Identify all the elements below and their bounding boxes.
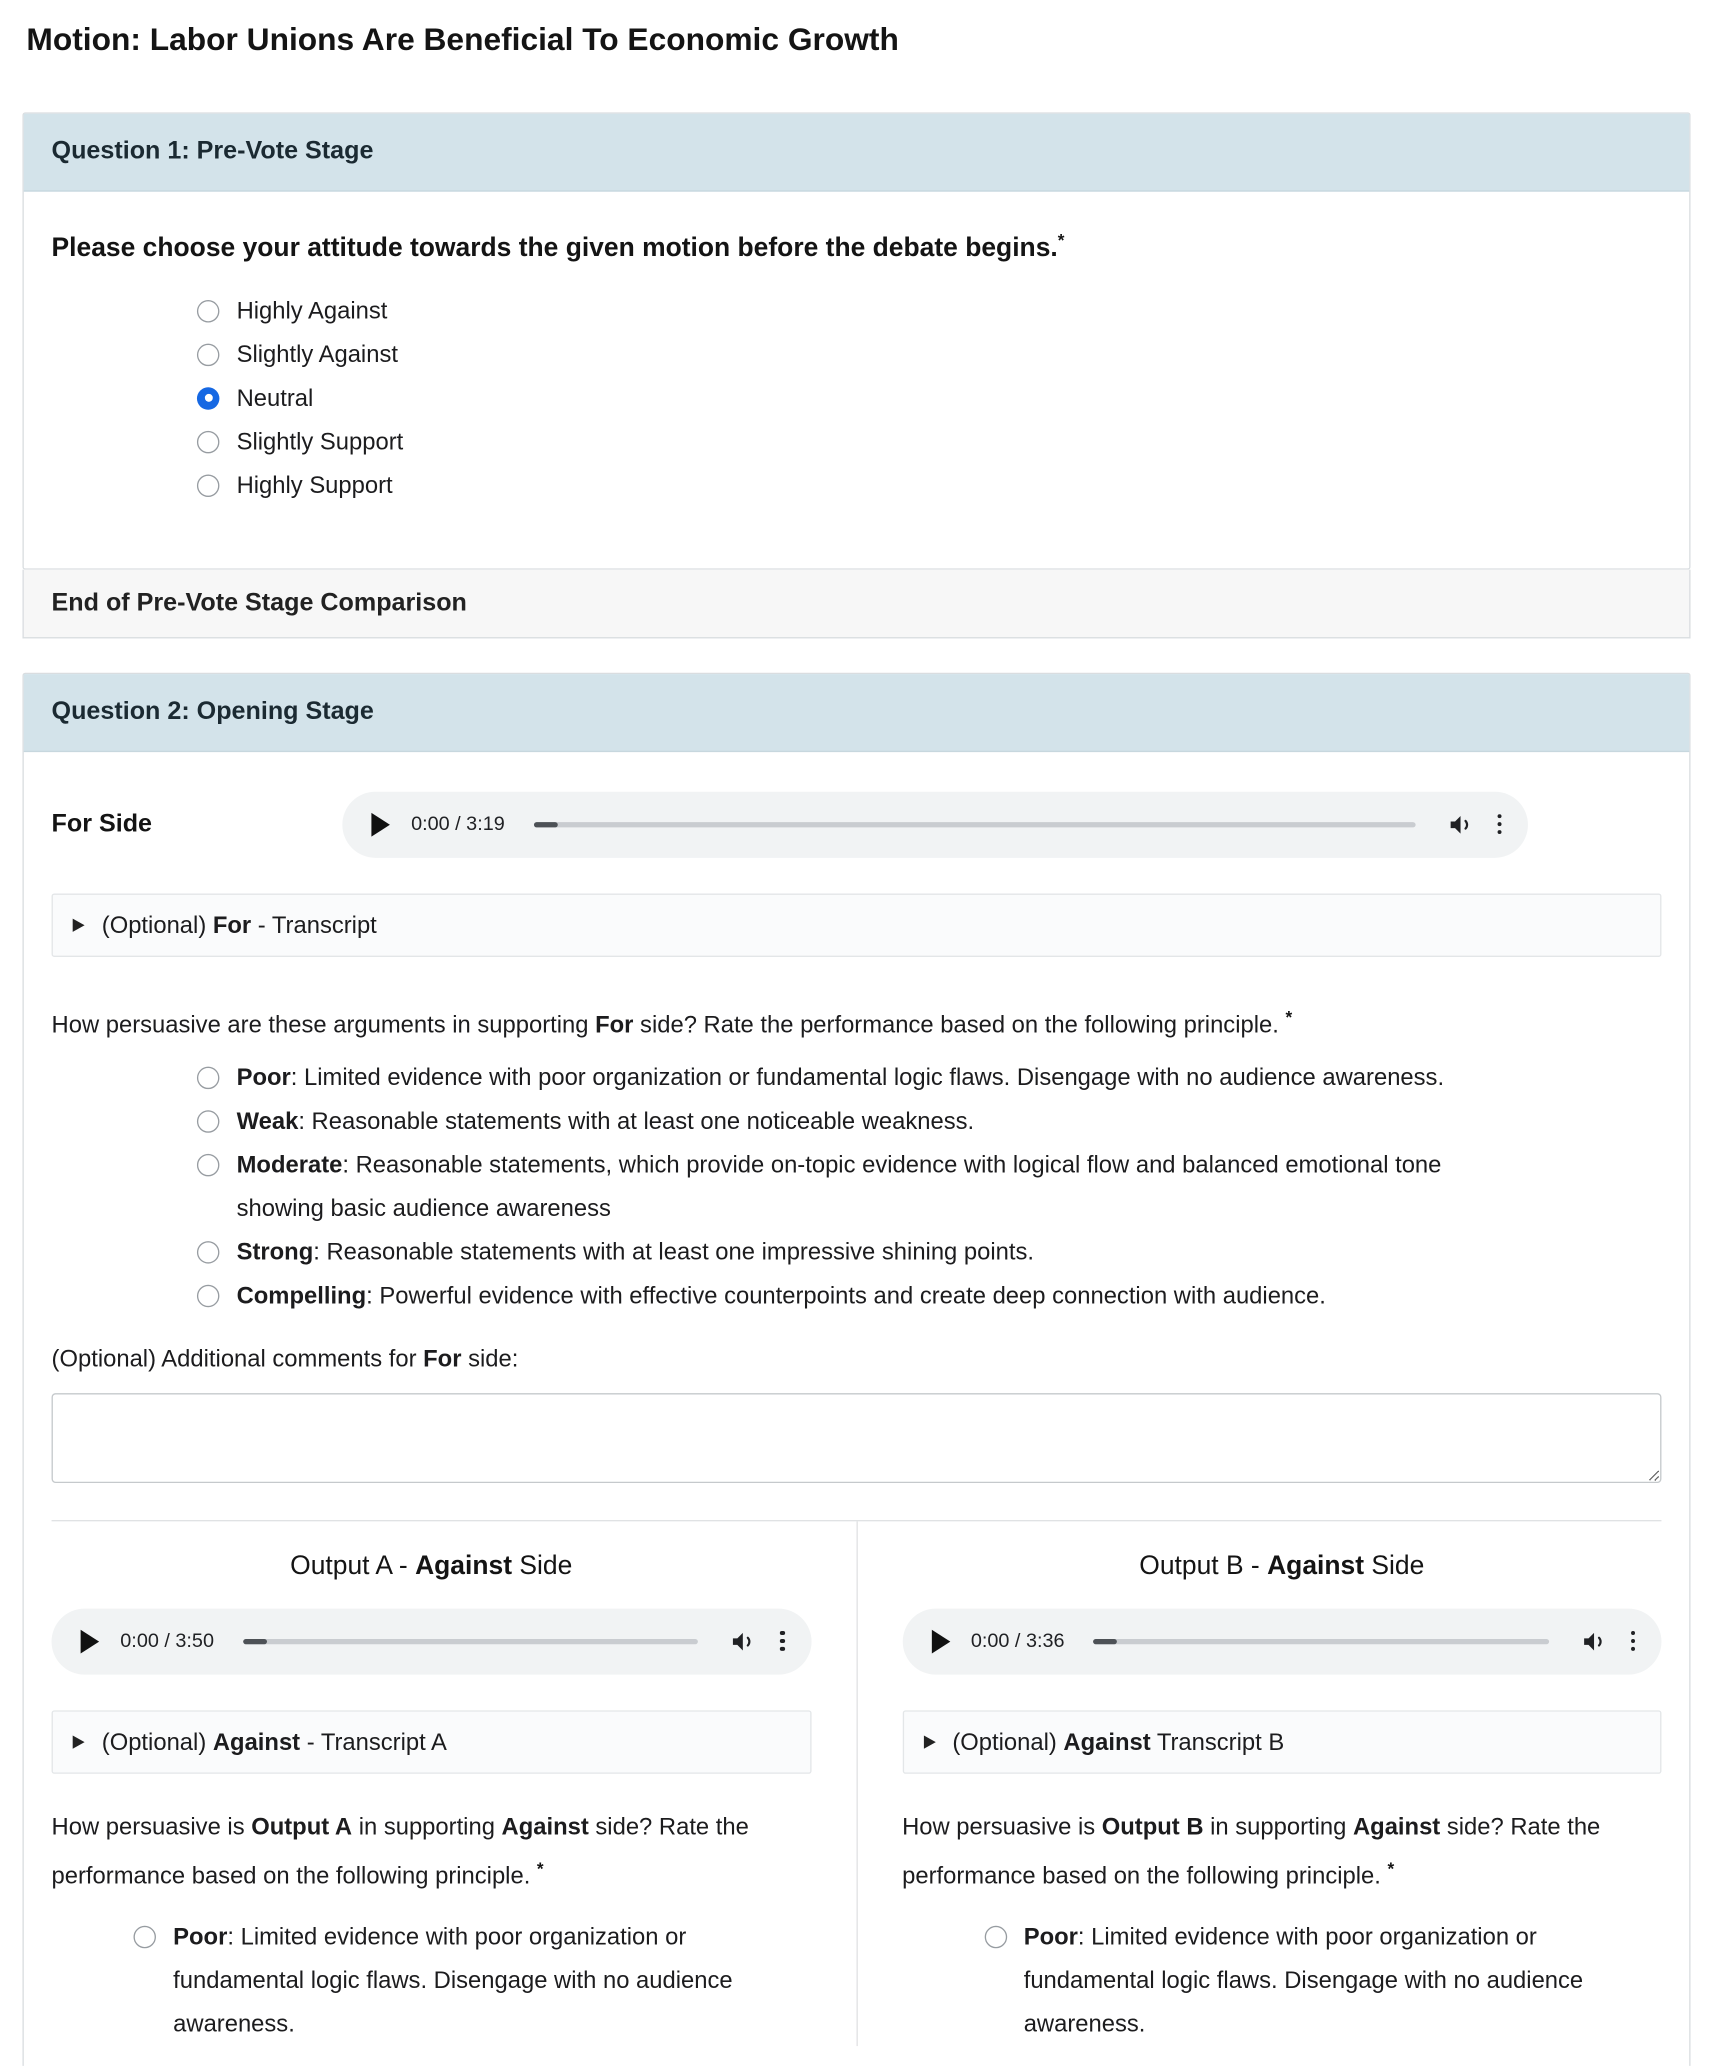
radio-button-icon[interactable] (197, 474, 219, 496)
rating-option-label: Poor: Limited evidence with poor organization or fundamental logic flaws. Disengage with no audience awareness. (1023, 1922, 1584, 2037)
disclosure-triangle-icon (73, 1735, 85, 1748)
disclosure-triangle-icon (73, 918, 85, 931)
rating-option-label: Poor: Limited evidence with poor organization or fundamental logic flaws. Disengage with no audience awareness. (236, 1063, 1445, 1090)
audio-scrubber-handle[interactable] (534, 822, 558, 827)
radio-option-label: Slightly Against (236, 340, 398, 367)
radio-option-label: Highly Support (236, 471, 393, 498)
for-transcript-label: (Optional) For - Transcript (101, 911, 377, 938)
output-comparison-columns (52, 1520, 1662, 2046)
for-rating-question: How persuasive are these arguments in supporting For side? Rate the performance based on the following principle. * (51, 1006, 1293, 1038)
output-b-transcript-label: (Optional) Against Transcript B (952, 1728, 1285, 1755)
output-b-title: Output B - Against Side (1139, 1551, 1425, 1581)
play-button[interactable] (371, 812, 390, 836)
rating-option-label: Compelling: Powerful evidence with effective counterpoints and create deep connection with audience. (236, 1281, 1326, 1309)
radio-button-icon[interactable] (197, 1284, 219, 1306)
radio-option-slightly-against[interactable] (197, 333, 1662, 377)
radio-button-icon[interactable] (197, 1153, 219, 1175)
radio-button-icon[interactable] (197, 300, 219, 322)
rating-option-compelling[interactable] (197, 1274, 1455, 1318)
volume-icon[interactable] (1447, 811, 1473, 837)
radio-button-icon[interactable] (197, 430, 219, 452)
output-a-rating-option-poor[interactable] (133, 1915, 744, 2046)
output-b-rating-question: How persuasive is Output B in supporting Against side? Rate the performance based on the following principle. * (902, 1813, 1601, 1889)
radio-button-selected-icon[interactable] (197, 387, 219, 409)
question-2-body (24, 752, 1689, 2066)
for-comments-textarea[interactable] (52, 1393, 1662, 1483)
rating-option-poor[interactable] (197, 1056, 1455, 1100)
for-side-label: For Side (51, 809, 153, 838)
radio-option-label: Slightly Support (236, 427, 404, 455)
rating-option-weak[interactable] (197, 1099, 1455, 1143)
for-transcript-details (52, 893, 1662, 956)
play-button[interactable] (931, 1629, 950, 1653)
audio-time: 0:00 / 3:36 (970, 1629, 1065, 1653)
required-asterisk: * (1387, 1857, 1395, 1878)
audio-progress-bar[interactable] (1094, 1639, 1549, 1644)
radio-option-slightly-support[interactable] (197, 420, 1662, 464)
question-1-section (22, 112, 1690, 569)
output-b-column (857, 1521, 1661, 2046)
rating-option-label: Poor: Limited evidence with poor organization or fundamental logic flaws. Disengage with no audience awareness. (173, 1922, 733, 2037)
volume-icon[interactable] (1580, 1628, 1606, 1654)
radio-button-icon[interactable] (197, 343, 219, 365)
play-icon (931, 1629, 950, 1653)
play-button[interactable] (81, 1629, 100, 1653)
required-asterisk: * (1285, 1006, 1293, 1027)
audio-scrubber-handle[interactable] (1094, 1639, 1118, 1644)
for-side-audio-player (342, 791, 1528, 857)
radio-option-label: Highly Against (236, 296, 388, 324)
radio-button-icon[interactable] (984, 1925, 1006, 1947)
question-1-body (24, 192, 1689, 568)
for-comments-label: (Optional) Additional comments for For side: (51, 1345, 519, 1372)
output-a-rating-question: How persuasive is Output A in supporting Against side? Rate the performance based on the following principle. * (51, 1813, 749, 1889)
output-a-title: Output A - Against Side (290, 1551, 573, 1581)
disclosure-triangle-icon (923, 1735, 935, 1748)
output-b-transcript-summary[interactable] (903, 1711, 1660, 1772)
end-of-prevote-stage-text: End of Pre-Vote Stage Comparison (51, 589, 467, 617)
radio-option-label: Neutral (236, 384, 314, 411)
radio-option-highly-support[interactable] (197, 463, 1662, 507)
question-2-header: Question 2: Opening Stage (24, 674, 1689, 752)
q1-prompt (52, 221, 1662, 268)
play-icon (371, 812, 390, 836)
rating-option-moderate[interactable] (197, 1143, 1455, 1230)
q1-radio-group (197, 289, 1662, 507)
output-a-column (52, 1521, 858, 2046)
for-side-row (52, 791, 1662, 857)
output-a-rating-group (133, 1915, 744, 2046)
output-a-transcript-summary[interactable] (53, 1711, 810, 1772)
play-icon (81, 1629, 100, 1653)
radio-button-icon[interactable] (197, 1110, 219, 1132)
question-1-header: Question 1: Pre-Vote Stage (24, 114, 1689, 192)
for-rating-group (197, 1056, 1455, 1318)
audio-menu-button[interactable] (777, 1628, 787, 1654)
required-asterisk: * (536, 1857, 544, 1878)
output-a-transcript-label: (Optional) Against - Transcript A (101, 1728, 447, 1755)
volume-icon[interactable] (730, 1628, 756, 1654)
rating-option-strong[interactable] (197, 1230, 1455, 1274)
rating-option-label: Strong: Reasonable statements with at least one impressive shining points. (236, 1238, 1035, 1265)
audio-menu-button[interactable] (1628, 1628, 1638, 1654)
rating-option-label: Weak: Reasonable statements with at least one noticeable weakness. (236, 1107, 975, 1134)
audio-scrubber-handle[interactable] (243, 1639, 267, 1644)
audio-progress-bar[interactable] (534, 822, 1415, 827)
output-b-transcript-details (902, 1710, 1661, 1773)
radio-button-icon[interactable] (197, 1241, 219, 1263)
output-a-transcript-details (52, 1710, 811, 1773)
end-of-prevote-stage-bar (22, 569, 1690, 638)
required-asterisk: * (1057, 229, 1065, 250)
radio-option-highly-against[interactable] (197, 289, 1662, 333)
audio-menu-button[interactable] (1494, 811, 1504, 837)
output-b-audio-player (902, 1608, 1661, 1674)
radio-option-neutral[interactable] (197, 376, 1662, 420)
output-a-audio-player (52, 1608, 811, 1674)
rating-option-label: Moderate: Reasonable statements, which provide on-topic evidence with logical flow and balanced emotional tone showing basic audience awareness (236, 1150, 1442, 1221)
q1-prompt-text: Please choose your attitude towards the given motion before the debate begins. (51, 233, 1058, 263)
audio-time: 0:00 / 3:19 (411, 813, 505, 836)
radio-button-icon[interactable] (197, 1066, 219, 1088)
for-transcript-summary[interactable] (53, 894, 1660, 955)
output-b-rating-option-poor[interactable] (984, 1915, 1595, 2046)
output-b-rating-group (984, 1915, 1595, 2046)
page-title: Motion: Labor Unions Are Beneficial To Economic Growth (26, 22, 899, 59)
audio-time: 0:00 / 3:50 (120, 1629, 215, 1653)
question-2-section (22, 672, 1690, 2066)
audio-progress-bar[interactable] (243, 1639, 698, 1644)
radio-button-icon[interactable] (133, 1925, 155, 1947)
